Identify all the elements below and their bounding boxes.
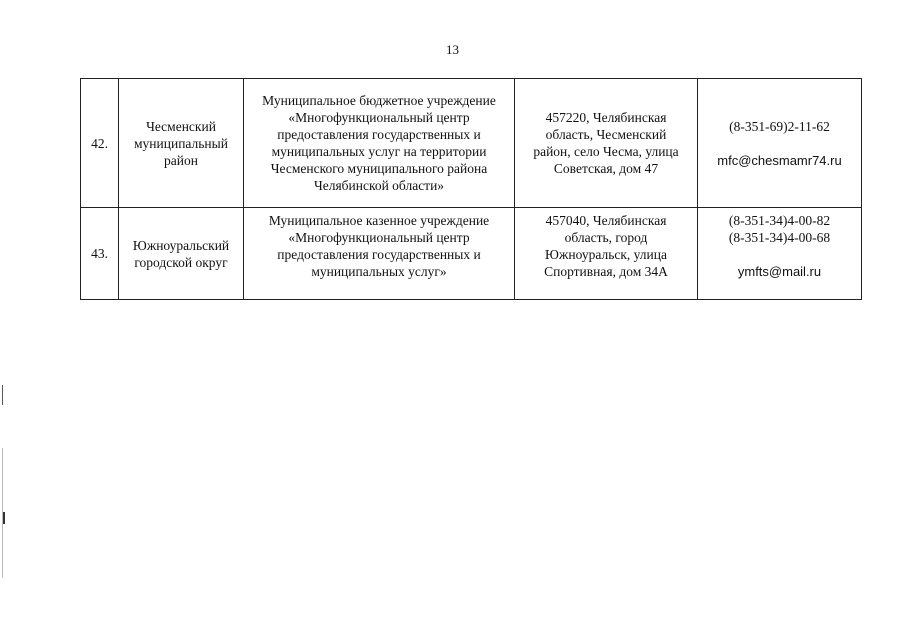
institution-line: Муниципальное казенное учреждение — [268, 213, 490, 228]
address-cell — [515, 208, 698, 300]
table-row — [81, 79, 862, 208]
contacts-cell — [698, 208, 862, 300]
institution-cell — [244, 208, 515, 300]
contact-spacer — [701, 135, 858, 152]
institution-line: «Многофункциональный центр — [288, 110, 470, 125]
address-cell — [515, 79, 698, 208]
district-line: муниципальный — [134, 135, 228, 151]
row-number: 43. — [81, 208, 119, 300]
contact-spacer — [701, 246, 858, 263]
district-cell — [119, 208, 244, 300]
page-number: 13 — [446, 42, 459, 57]
phone-number: (8-351-69)2-11-62 — [729, 118, 830, 134]
address-line: Спортивная, дом 34А — [544, 264, 668, 279]
table-row — [81, 208, 862, 300]
phone-number: (8-351-34)4-00-68 — [728, 230, 831, 245]
district-line: Южноуральский — [132, 237, 230, 253]
address-line: 457220, Челябинская — [545, 110, 667, 125]
address-line: район, село Чесма, улица — [533, 144, 679, 159]
institution-line: предоставления государственных и — [277, 247, 481, 262]
institution-cell — [244, 79, 515, 208]
scan-artifact — [3, 512, 5, 524]
institution-line: предоставления государственных и — [277, 127, 481, 142]
institution-line: Муниципальное бюджетное учреждение — [262, 93, 496, 108]
institution-line: муниципальных услуг» — [311, 264, 447, 279]
district-line: район — [164, 152, 198, 168]
row-number: 42. — [81, 79, 119, 208]
district-line: Чесменский — [146, 118, 216, 134]
mfc-register-table — [80, 78, 862, 300]
address-line: область, город — [564, 230, 648, 245]
institution-line: муниципальных услуг на территории — [271, 144, 487, 159]
address-line: Южноуральск, улица — [545, 247, 667, 262]
email-address: ymfts@mail.ru — [737, 264, 822, 279]
contacts-cell — [698, 79, 862, 208]
district-cell — [119, 79, 244, 208]
address-line: Советская, дом 47 — [553, 161, 659, 176]
scan-artifact — [2, 385, 3, 405]
address-line: 457040, Челябинская — [545, 213, 667, 228]
institution-line: Чесменского муниципального района — [270, 161, 488, 176]
institution-line: «Многофункциональный центр — [288, 230, 470, 245]
phone-number: (8-351-34)4-00-82 — [728, 213, 831, 228]
email-address: mfc@chesmamr74.ru — [717, 152, 842, 168]
institution-line: Челябинской области» — [313, 178, 445, 193]
district-line: городской округ — [134, 254, 228, 270]
address-line: область, Чесменский — [545, 127, 667, 142]
